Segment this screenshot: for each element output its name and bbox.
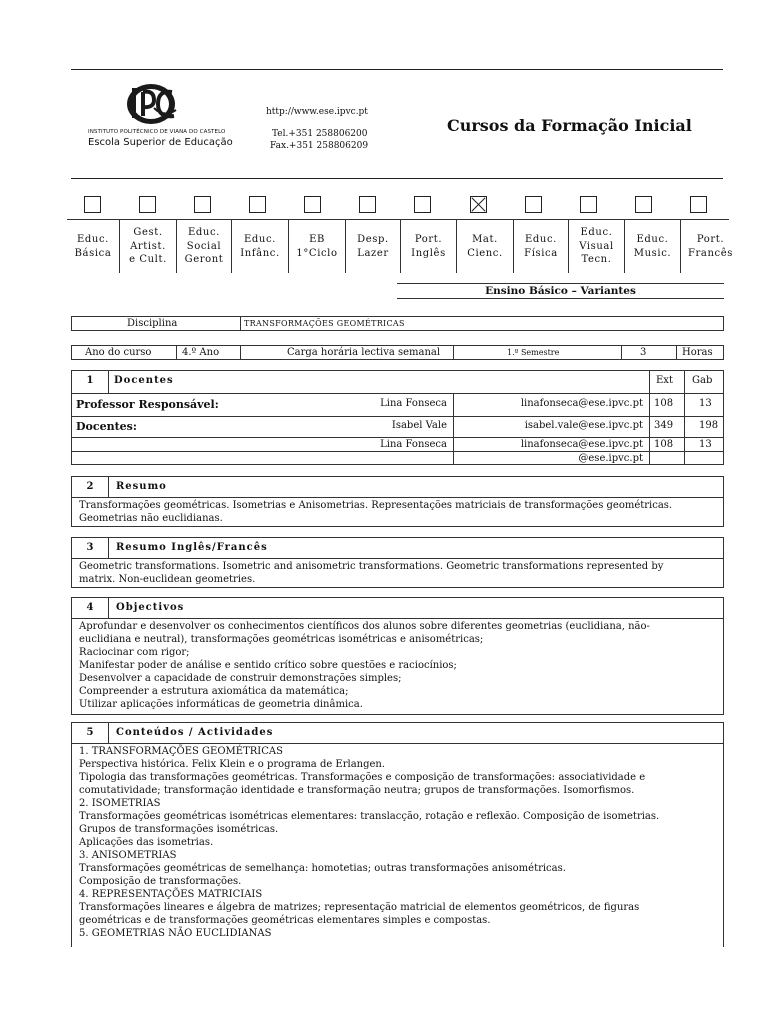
text-line: Transformações lineares e álgebra de matrizes; representação matricial de elementos geométricos, de figuras xyxy=(79,902,640,913)
resumo-body xyxy=(71,498,724,527)
course-checkbox[interactable] xyxy=(359,196,376,213)
resumo-header xyxy=(71,476,724,498)
horas-label: Horas xyxy=(682,347,713,358)
docente-name: Lina Fonseca xyxy=(380,439,447,450)
docente-email[interactable]: linafonseca@ese.ipvc.pt xyxy=(520,398,643,409)
course-label: Gest. Artist. e Cult. xyxy=(119,220,176,273)
docente-email[interactable]: @ese.ipvc.pt xyxy=(578,453,643,464)
text-line: Transformações geométricas. Isometrias e Anisometrias. Representações matriciais de transformações geométricas. xyxy=(79,500,673,511)
telephone: Tel.+351 258806200 xyxy=(272,129,368,139)
course-info-row xyxy=(71,345,724,360)
disciplina-value: TRANSFORMAÇÕES GEOMÉTRICAS xyxy=(244,319,405,328)
course-checkbox[interactable] xyxy=(249,196,266,213)
ext-header: Ext xyxy=(656,375,673,386)
ano-value: 4.º Ano xyxy=(182,347,220,358)
course-checkbox[interactable] xyxy=(690,196,707,213)
resumo-num: 2 xyxy=(72,477,109,497)
horas-value: 3 xyxy=(640,347,647,358)
course-label: Educ. Social Geront xyxy=(176,220,231,273)
text-line: 5. GEOMETRIAS NÃO EUCLIDIANAS xyxy=(79,928,272,939)
text-line: Manifestar poder de análise e sentido crítico sobre questões e raciocínios; xyxy=(79,660,457,671)
course-label: Desp. Lazer xyxy=(345,220,400,273)
docente-email[interactable]: isabel.vale@ese.ipvc.pt xyxy=(524,420,643,431)
text-line: Tipologia das transformações geométricas. Transformações e composição de transformações: associatividade e xyxy=(79,772,646,783)
conteudos-body xyxy=(71,744,724,947)
objectivos-num: 4 xyxy=(72,598,109,618)
course-label: Educ. Music. xyxy=(624,220,680,273)
header-bottom-rule xyxy=(71,178,723,179)
resumo-en-num: 3 xyxy=(72,538,109,558)
course-checkbox[interactable] xyxy=(414,196,431,213)
text-line: 3. ANISOMETRIAS xyxy=(79,850,177,861)
docentes-num: 1 xyxy=(72,371,109,393)
course-checkbox[interactable] xyxy=(470,196,487,213)
text-line: Transformações geométricas isométricas elementares: translacção, rotação e reflexão. Composição de isometrias. xyxy=(79,811,660,822)
course-checkbox[interactable] xyxy=(139,196,156,213)
text-line: Aprofundar e desenvolver os conhecimentos científicos dos alunos sobre diferentes geometrias (euclidiana, não- xyxy=(79,621,650,632)
ipvc-logo-icon xyxy=(124,82,180,126)
text-line: Compreender a estrutura axiomática da matemática; xyxy=(79,686,349,697)
docente-role: Professor Responsável: xyxy=(76,398,219,411)
resumo-title: Resumo xyxy=(116,481,167,492)
conteudos-title: Conteúdos / Actividades xyxy=(116,727,274,738)
docente-name: Lina Fonseca xyxy=(380,398,447,409)
course-checkbox[interactable] xyxy=(304,196,321,213)
fax: Fax.+351 258806209 xyxy=(270,141,369,151)
objectivos-body xyxy=(71,619,724,715)
text-line: Utilizar aplicações informáticas de geometria dinâmica. xyxy=(79,699,363,710)
variantes-label: Ensino Básico – Variantes xyxy=(397,283,724,299)
text-line: comutatividade; transformação identidade e transformação neutra; grupos de transformações. Isomorfismos. xyxy=(79,785,635,796)
course-list xyxy=(67,219,733,273)
docente-ext: 349 xyxy=(654,420,674,431)
text-line: Geometric transformations. Isometric and anisometric transformations. Geometric transformations represented by xyxy=(79,561,664,572)
text-line: Raciocinar com rigor; xyxy=(79,647,190,658)
course-checkbox[interactable] xyxy=(635,196,652,213)
course-label: Mat. Cienc. xyxy=(456,220,513,273)
course-label: Educ. Infânc. xyxy=(231,220,288,273)
course-label: Port. Inglês xyxy=(400,220,456,273)
docente-name: Isabel Vale xyxy=(391,420,447,431)
website-link[interactable]: http://www.ese.ipvc.pt xyxy=(266,107,368,117)
objectivos-header xyxy=(71,597,724,619)
text-line: Desenvolver a capacidade de construir demonstrações simples; xyxy=(79,673,402,684)
disciplina-row xyxy=(71,316,724,331)
text-line: euclidiana e neutral), transformações geométricas isométricas e anisométricas; xyxy=(79,634,484,645)
course-label: EB 1°Ciclo xyxy=(288,220,345,273)
text-line: Grupos de transformações isométricas. xyxy=(79,824,279,835)
course-label: Educ. Visual Tecn. xyxy=(568,220,624,273)
docente-ext: 108 xyxy=(654,398,674,409)
docente-gab: 13 xyxy=(699,398,712,409)
docente-gab: 198 xyxy=(699,420,719,431)
text-line: Composição de transformações. xyxy=(79,876,242,887)
text-line: 1. TRANSFORMAÇÕES GEOMÉTRICAS xyxy=(79,746,283,757)
text-line: Aplicações das isometrias. xyxy=(79,837,214,848)
text-line: 4. REPRESENTAÇÕES MATRICIAIS xyxy=(79,889,263,900)
top-rule xyxy=(71,69,723,70)
institution-small-text: INSTITUTO POLITÉCNICO DE VIANA DO CASTELO xyxy=(88,129,226,135)
resumo-en-header xyxy=(71,537,724,559)
course-checkbox[interactable] xyxy=(580,196,597,213)
docente-ext: 108 xyxy=(654,439,674,450)
school-logo xyxy=(88,82,233,154)
resumo-en-title: Resumo Inglês/Francês xyxy=(116,542,268,553)
carga-label: Carga horária lectiva semanal xyxy=(287,347,441,358)
disciplina-label: Disciplina xyxy=(127,318,178,329)
ano-label: Ano do curso xyxy=(85,347,152,358)
page-title: Cursos da Formação Inicial xyxy=(447,116,692,135)
docentes-table xyxy=(71,370,724,465)
conteudos-header xyxy=(71,722,724,744)
docente-email[interactable]: linafonseca@ese.ipvc.pt xyxy=(520,439,643,450)
text-line: 2. ISOMETRIAS xyxy=(79,798,161,809)
docente-role: Docentes: xyxy=(76,420,137,433)
text-line: Perspectiva histórica. Felix Klein e o programa de Erlangen. xyxy=(79,759,386,770)
semestre-value: 1.º Semestre xyxy=(507,348,560,357)
text-line: Geometrias não euclidianas. xyxy=(79,513,223,524)
conteudos-num: 5 xyxy=(72,723,109,743)
text-line: geométricas e de transformações geométricas elementares simples e compostas. xyxy=(79,915,491,926)
docentes-title: Docentes xyxy=(114,375,174,386)
objectivos-title: Objectivos xyxy=(116,602,185,613)
course-label: Educ. Básica xyxy=(74,234,112,259)
course-checkbox[interactable] xyxy=(525,196,542,213)
course-label: Educ. Física xyxy=(513,220,568,273)
course-label: Port. Francês xyxy=(680,220,740,273)
text-line: matrix. Non-euclidean geometries. xyxy=(79,574,256,585)
institution-name: Escola Superior de Educação xyxy=(88,137,233,148)
course-checkbox[interactable] xyxy=(194,196,211,213)
text-line: Transformações geométricas de semelhança: homotetias; outras transformações anisométricas. xyxy=(79,863,566,874)
course-checkbox[interactable] xyxy=(84,196,101,213)
docente-gab: 13 xyxy=(699,439,712,450)
resumo-en-body xyxy=(71,559,724,588)
gab-header: Gab xyxy=(692,375,713,386)
